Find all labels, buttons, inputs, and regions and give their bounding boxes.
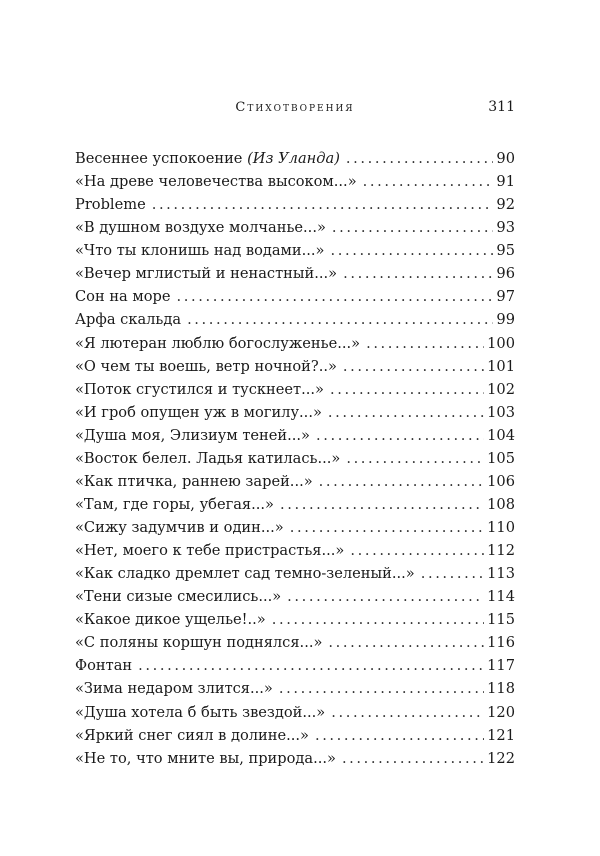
toc-entry-title-text: «И гроб опущен уж в могилу...» (75, 403, 322, 421)
toc-entry-title-text: «О чем ты воешь, ветр ночной?..» (75, 357, 337, 375)
toc-entry (75, 170, 515, 193)
toc-entry (75, 424, 515, 447)
toc-entry-title-text: Фонтан (75, 657, 133, 675)
dot-leader (330, 239, 493, 262)
dot-leader (350, 539, 484, 562)
toc-entry-title-text: «Нет, моего к тебе пристрастья...» (75, 542, 345, 560)
toc-entry-title-text: «Я лютеран люблю богослуженье...» (75, 334, 361, 352)
dot-leader (316, 424, 484, 447)
dot-leader (363, 170, 494, 193)
toc-entry-page: 103 (487, 403, 515, 421)
toc-entry-page: 105 (487, 449, 515, 467)
toc-entry-title-text: «Что ты клонишь над водами...» (75, 242, 325, 260)
toc-entry-page: 112 (487, 542, 515, 560)
toc-entry (75, 147, 515, 170)
toc-entry-title-text: «Сижу задумчив и один...» (75, 519, 284, 536)
toc-entry-title (75, 285, 171, 308)
toc-entry-title-text: «С поляны коршун поднялся...» (75, 634, 323, 652)
toc-entry (75, 216, 515, 239)
toc-entry (75, 539, 515, 562)
toc-entry-title-text: «В душном воздухе молчанье...» (75, 219, 326, 237)
toc-entry-title (75, 470, 313, 493)
toc-entry-title-text: «Какое дикое ущелье!..» (75, 611, 266, 629)
toc-entry-title (75, 516, 284, 539)
toc-entry-page: 99 (496, 311, 515, 329)
toc-entry-title (75, 424, 310, 447)
page-number: 311 (488, 99, 515, 115)
toc-entry-title (75, 631, 322, 654)
dot-leader (319, 470, 484, 493)
toc-entry-title (75, 216, 326, 239)
toc-entry (75, 401, 515, 424)
toc-entry (75, 332, 515, 355)
dot-leader (272, 608, 484, 631)
toc-entry-subtitle: (Из Уланда) (247, 150, 340, 167)
toc-entry-title-text: «Поток сгустился и тускнеет...» (75, 380, 324, 398)
toc-entry-title-text: Сон на море (75, 288, 171, 306)
toc-entry-page: 92 (496, 196, 515, 214)
toc-entry-page: 104 (487, 426, 515, 444)
toc-entry-title-text: «Как птичка, раннею зарей...» (75, 472, 313, 490)
toc-entry-page: 110 (487, 519, 515, 536)
dot-leader (279, 677, 484, 700)
toc-entry-title (75, 308, 181, 331)
toc-entry-page: 121 (487, 726, 515, 744)
toc-entry-page: 102 (487, 380, 515, 398)
toc-entry (75, 470, 515, 493)
dot-leader (366, 332, 484, 355)
toc-entry-page: 115 (487, 611, 515, 629)
toc-entry (75, 631, 515, 654)
toc-entry-title (75, 493, 274, 516)
toc-entry (75, 608, 515, 631)
toc-entry-title-text: «Душа моя, Элизиум теней...» (75, 426, 310, 444)
toc-entry-title (75, 654, 132, 677)
toc-entry-title-text: Арфа скальда (75, 311, 182, 329)
dot-leader (343, 355, 484, 378)
toc-entry-title-text: «Душа хотела б быть звездой...» (75, 703, 326, 721)
toc-entry-title (75, 378, 324, 401)
dot-leader (290, 516, 484, 539)
toc-entry-title (75, 562, 415, 585)
toc-entry-title-text: «Не то, что мните вы, природа...» (75, 749, 336, 767)
toc-entry-page: 90 (496, 150, 515, 167)
dot-leader (138, 654, 484, 677)
toc-entry-title (75, 701, 325, 724)
toc-entry (75, 285, 515, 308)
toc-entry-page: 108 (487, 495, 515, 513)
dot-leader (331, 701, 484, 724)
toc-entry (75, 193, 515, 216)
toc-entry (75, 724, 515, 747)
toc-entry (75, 677, 515, 700)
toc-entry-title (75, 401, 322, 424)
toc-entry (75, 654, 515, 677)
toc-entry-page: 95 (496, 242, 515, 260)
toc-entry-title (75, 170, 357, 193)
dot-leader (328, 631, 484, 654)
toc-entry-page: 120 (487, 703, 515, 721)
toc-entry-title (75, 539, 344, 562)
toc-entry-title-text: «Восток белел. Ладья катилась...» (75, 449, 341, 467)
dot-leader (330, 378, 484, 401)
toc-entry (75, 262, 515, 285)
toc-entry-page: 97 (496, 288, 515, 306)
toc-entry (75, 493, 515, 516)
dot-leader (152, 193, 494, 216)
toc-entry-title-text: «На древе человечества высоком...» (75, 173, 357, 191)
toc-entry-title-text: «Как сладко дремлет сад темно-зеленый...» (75, 565, 415, 583)
toc-entry-title-text: «Вечер мглистый и ненастный...» (75, 265, 338, 283)
toc-entry-page: 93 (496, 219, 515, 237)
dot-leader (332, 216, 494, 239)
toc-entry-page: 100 (487, 334, 515, 352)
toc-entry-page: 106 (487, 472, 515, 490)
toc-entry (75, 747, 515, 770)
toc-entry-page: 91 (496, 173, 515, 191)
toc-entry-page: 116 (487, 634, 515, 652)
toc-entry (75, 516, 515, 539)
toc-entry-page: 118 (487, 680, 515, 698)
toc-entry (75, 308, 515, 331)
toc-entry (75, 239, 515, 262)
toc-entry-title (75, 677, 273, 700)
dot-leader (421, 562, 484, 585)
toc-entry-title-text: Probleme (75, 196, 146, 214)
dot-leader (187, 308, 493, 331)
dot-leader (287, 585, 484, 608)
toc-entry (75, 378, 515, 401)
toc-entry-title (75, 239, 324, 262)
toc-entry-title (75, 332, 360, 355)
toc-entry-title-text: Весеннее успокоение (75, 150, 243, 167)
dot-leader (280, 493, 484, 516)
toc-entry-title-text: «Тени сизые смесились...» (75, 588, 282, 606)
running-head (75, 100, 515, 120)
toc-entry-title (75, 355, 337, 378)
toc-entry-title-text: «Зима недаром злится...» (75, 680, 273, 698)
dot-leader (315, 724, 484, 747)
toc-entry-title (75, 447, 340, 470)
toc-entry (75, 355, 515, 378)
toc-entry-title (75, 608, 266, 631)
toc-entry-page: 96 (496, 265, 515, 283)
dot-leader (342, 747, 484, 770)
toc-entry-title (75, 193, 146, 216)
toc-entry-page: 113 (487, 565, 515, 583)
table-of-contents (75, 147, 515, 770)
toc-entry-title (75, 747, 336, 770)
toc-entry-title-text: «Яркий снег сиял в долине...» (75, 726, 309, 744)
toc-entry-title (75, 262, 337, 285)
toc-entry (75, 701, 515, 724)
toc-entry-title (75, 147, 340, 170)
toc-entry-page: 101 (487, 357, 515, 375)
toc-entry (75, 562, 515, 585)
dot-leader (343, 262, 493, 285)
dot-leader (346, 447, 484, 470)
dot-leader (177, 285, 494, 308)
toc-entry-page: 122 (487, 749, 515, 767)
toc-entry-title (75, 585, 281, 608)
toc-entry-page: 117 (487, 657, 515, 675)
running-title: Стихотворения (235, 100, 355, 115)
dot-leader (328, 401, 484, 424)
toc-entry (75, 447, 515, 470)
toc-entry (75, 585, 515, 608)
toc-entry-title-text: «Там, где горы, убегая...» (75, 495, 274, 513)
dot-leader (346, 147, 494, 170)
toc-entry-page: 114 (487, 588, 515, 606)
toc-entry-title (75, 724, 309, 747)
